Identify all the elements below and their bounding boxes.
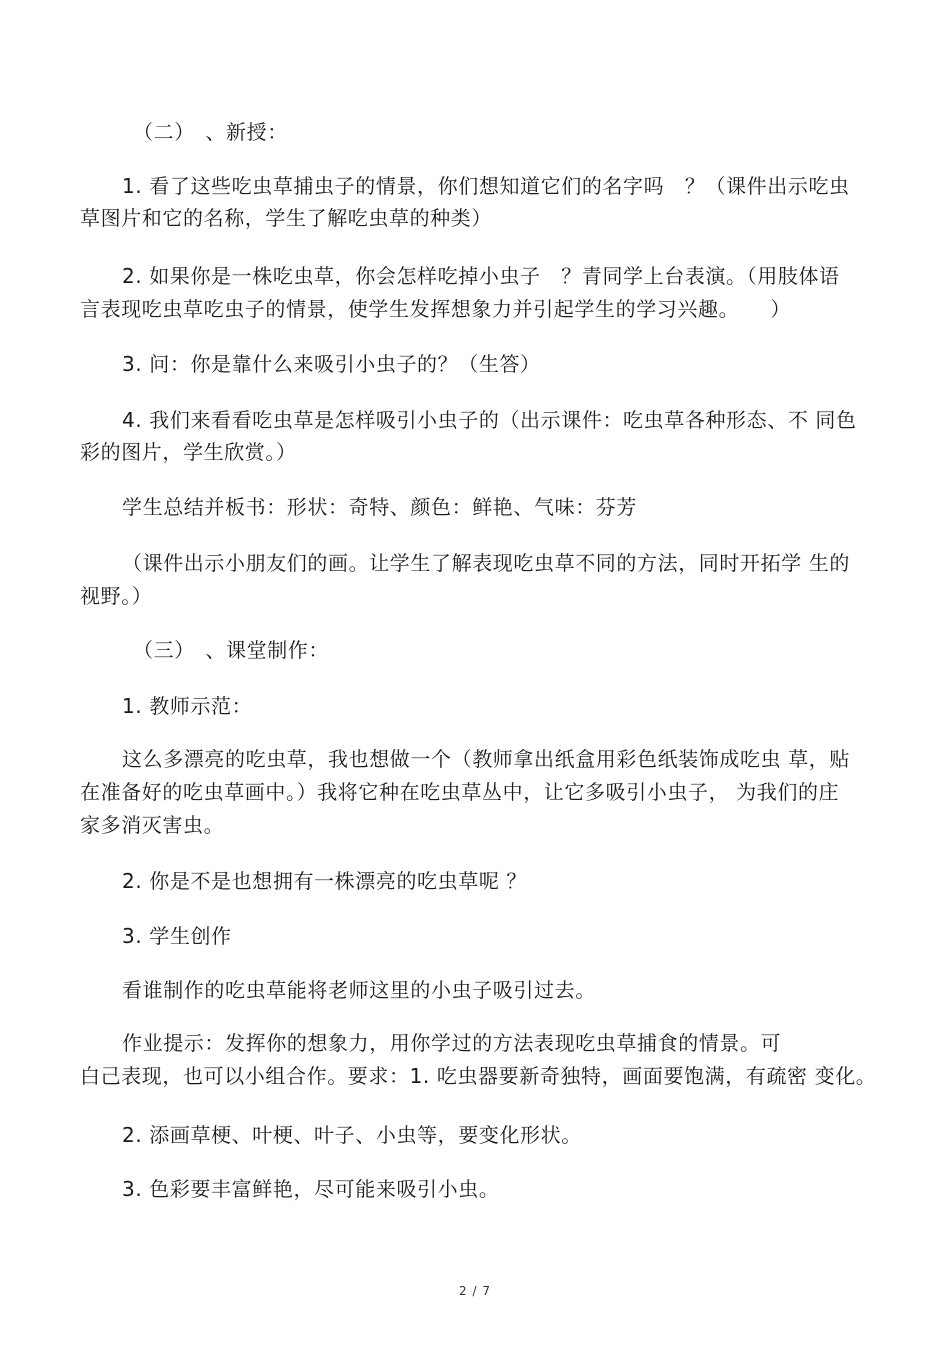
paragraph-line: 言表现吃虫草吃虫子的情景，使学生发挥想象力并引起学生的学习兴趣。 ） — [80, 297, 791, 321]
paragraph-line: 4. 我们来看看吃虫草是怎样吸引小虫子的（出示课件：吃虫草各种形态、不 同色 — [122, 408, 857, 432]
paragraph-line: （课件出示小朋友们的画。让学生了解表现吃虫草不同的方法，同时开拓学 生的 — [122, 551, 850, 575]
paragraph-line: 2. 如果你是一株吃虫草，你会怎样吃掉小虫子 ？青同学上台表演。（用肢体语 — [122, 264, 840, 288]
paragraph-line: 1. 教师示范： — [122, 694, 253, 718]
paragraph-line: 2. 添画草梗、叶梗、叶子、小虫等，要变化形状。 — [122, 1123, 582, 1147]
paragraph-line: 在准备好的吃虫草画中。）我将它种在吃虫草丛中，让它多吸引小虫子， 为我们的庄 — [80, 780, 840, 804]
paragraph-line: 看谁制作的吃虫草能将老师这里的小虫子吸引过去。 — [122, 978, 596, 1002]
paragraph-line: 作业提示：发挥你的想象力，用你学过的方法表现吃虫草捕食的情景。可 — [122, 1031, 782, 1055]
paragraph-line: 草图片和它的名称，学生了解吃虫草的种类） — [80, 206, 492, 230]
paragraph-line: 3. 问：你是靠什么来吸引小虫子的？（生答） — [122, 352, 541, 376]
paragraph-line: 3. 色彩要丰富鲜艳，尽可能来吸引小虫。 — [122, 1177, 500, 1201]
paragraph-line: 3. 学生创作 — [122, 924, 232, 948]
page-number: 2 / 7 — [459, 1284, 491, 1298]
paragraph-line: 家多消灭害虫。 — [80, 813, 225, 837]
paragraph-line: 1. 看了这些吃虫草捕虫子的情景，你们想知道它们的名字吗 ？（课件出示吃虫 — [122, 174, 850, 198]
paragraph-line: 2. 你是不是也想拥有一株漂亮的吃虫草呢 ？ — [122, 869, 527, 893]
paragraph-line: 视野。） — [80, 584, 153, 608]
section-heading-new-lesson: （二） 、新授： — [133, 120, 288, 144]
paragraph-line: 学生总结并板书：形状：奇特、颜色：鲜艳、气味：芬芳 — [122, 495, 637, 519]
paragraph-line: 彩的图片，学生欣赏。） — [80, 440, 297, 464]
section-heading-classroom-making: （三） 、课堂制作： — [133, 638, 329, 662]
paragraph-line: 白己表现，也可以小组合作。要求：1. 吃虫器要新奇独特，画面要饱满，有疏密 变化。 — [80, 1064, 877, 1088]
paragraph-line: 这么多漂亮的吃虫草，我也想做一个（教师拿出纸盒用彩色纸装饰成吃虫 草，贴 — [122, 747, 850, 771]
